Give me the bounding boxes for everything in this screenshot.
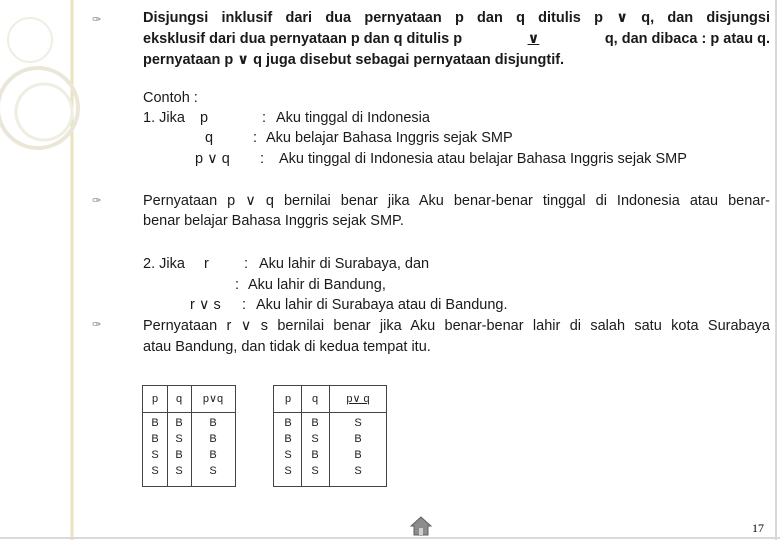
bullet-icon: ✑ xyxy=(92,195,102,207)
cell-q: B xyxy=(311,449,319,461)
bullet-icon: ✑ xyxy=(92,319,102,331)
header-p-or-q: p∨q xyxy=(202,393,224,405)
example2-text-rs: Aku lahir di Surabaya atau di Bandung. xyxy=(256,297,508,313)
example2-text-s: Aku lahir di Bandung, xyxy=(248,277,386,293)
cell-q: S xyxy=(175,465,183,477)
cell-result: B xyxy=(354,449,362,461)
home-icon[interactable] xyxy=(410,515,432,537)
cell-result: B xyxy=(354,433,362,445)
cell-p: B xyxy=(151,417,159,429)
example1-var-pq: p ∨ q xyxy=(195,151,230,167)
header-p: p xyxy=(151,393,159,405)
truth-table-inclusive xyxy=(142,385,236,487)
statement1-line-2: benar belajar Bahasa Inggris sejak SMP. xyxy=(143,213,404,229)
header-p-xor-q xyxy=(336,393,380,406)
example2-var-r: r xyxy=(204,256,209,272)
example1-text-pq: Aku tinggal di Indonesia atau belajar Bahasa Inggris sejak SMP xyxy=(279,151,687,167)
cell-p: B xyxy=(284,417,292,429)
example2-text-r: Aku lahir di Surabaya, dan xyxy=(259,256,430,272)
cell-result: B xyxy=(209,433,217,445)
header-q: q xyxy=(175,393,183,405)
example2-conclusion-line-1: Pernyataan r ∨ s bernilai benar jika Aku benar-benar lahir di salah satu kota Surabaya xyxy=(143,318,770,334)
example2-sep-rs: : xyxy=(242,297,247,313)
statement1-line-1: Pernyataan p ∨ q bernilai benar jika Aku benar-benar tinggal di Indonesia atau benar- xyxy=(143,193,770,209)
cell-q: S xyxy=(311,433,319,445)
cell-result: S xyxy=(354,465,362,477)
cell-p: S xyxy=(151,465,159,477)
example1-label: 1. Jika xyxy=(143,110,185,126)
example1-text-p: Aku tinggal di Indonesia xyxy=(276,110,430,126)
example2-conclusion-line-2: atau Bandung, dan tidak di kedua tempat itu. xyxy=(143,339,431,355)
cell-p: S xyxy=(284,465,292,477)
cell-result: S xyxy=(354,417,362,429)
cell-q: B xyxy=(311,417,319,429)
cell-p: B xyxy=(151,433,159,445)
header-p: p xyxy=(284,393,292,405)
truth-table-exclusive xyxy=(273,385,387,487)
example1-var-p: p xyxy=(200,110,209,126)
cell-q: B xyxy=(175,417,183,429)
cell-result: B xyxy=(209,417,217,429)
example2-label: 2. Jika xyxy=(143,256,185,272)
example2-sep-r: : xyxy=(244,256,249,272)
example2-var-rs: r ∨ s xyxy=(190,297,221,313)
example1-text-q: Aku belajar Bahasa Inggris sejak SMP xyxy=(266,130,513,146)
cell-result: B xyxy=(209,449,217,461)
cell-q: B xyxy=(175,449,183,461)
cell-p: B xyxy=(284,433,292,445)
header-p-xor-q-label: p∨ q xyxy=(346,393,370,405)
exclusive-or-symbol: ∨ xyxy=(527,31,540,47)
example2-sep-s: : xyxy=(235,277,240,293)
cell-p: S xyxy=(284,449,292,461)
example1-sep-p: : xyxy=(262,110,267,126)
table-divider xyxy=(329,386,330,486)
intro-line-2-post: q, dan dibaca : p atau q. xyxy=(604,31,770,47)
intro-line-2-pre: eksklusif dari dua pernyataan p dan q ditulis p xyxy=(143,31,463,47)
cell-q: S xyxy=(175,433,183,445)
header-q: q xyxy=(311,393,319,405)
example-heading: Contoh : xyxy=(143,90,198,106)
intro-line-2 xyxy=(143,29,770,49)
example1-var-q: q xyxy=(205,130,214,146)
intro-line-1: Disjungsi inklusif dari dua pernyataan p dan q ditulis p ∨ q, dan disjungsi xyxy=(143,10,770,26)
bullet-icon: ✑ xyxy=(92,14,102,26)
cell-result: S xyxy=(209,465,217,477)
cell-p: S xyxy=(151,449,159,461)
example1-sep-pq: : xyxy=(260,151,265,167)
example1-sep-q: : xyxy=(253,130,258,146)
table-divider xyxy=(301,386,302,486)
cell-q: S xyxy=(311,465,319,477)
intro-line-3: pernyataan p ∨ q juga disebut sebagai pernyataan disjungtif. xyxy=(143,52,565,68)
page-number: 17 xyxy=(752,521,764,535)
